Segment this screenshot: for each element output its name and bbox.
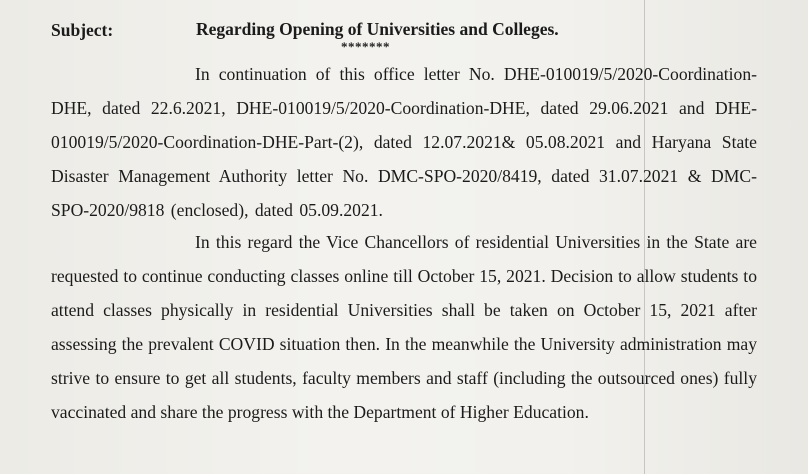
- subject-label: Subject:: [51, 20, 114, 40]
- paragraph-directive: In this regard the Vice Chancellors of residential Universities in the State are requested to continue conducting classes online till October 15, 2021. Decision to allow students to attend classes physically in residential Universities shall be taken on October 15, 2021 after assessing the prevalent COVID situation then. In the meanwhile the University administration may strive to ensure to get all students, faculty members and staff (including the outsourced ones) fully vaccinated and share the progress with the Department of Higher Education.: [51, 232, 757, 422]
- subject-text: Regarding Opening of Universities and Colleges.: [196, 19, 559, 39]
- paragraph-reference-letters: In continuation of this office letter No. DHE-010019/5/2020-Coordination-DHE, dated 22.6.2021, DHE-010019/5/2020-Coordination-DHE, dated 29.06.2021 and DHE-010019/5/2020-Coordination-DHE-Part-(2), dated 12.07.2021& 05.08.2021 and Haryana State Disaster Management Authority letter No. DMC-SPO-2020/8419, dated 31.07.2021 & DMC-SPO-2020/9818 (enclosed), dated 05.09.2021.: [51, 64, 757, 220]
- subject-separator: *******: [341, 39, 390, 54]
